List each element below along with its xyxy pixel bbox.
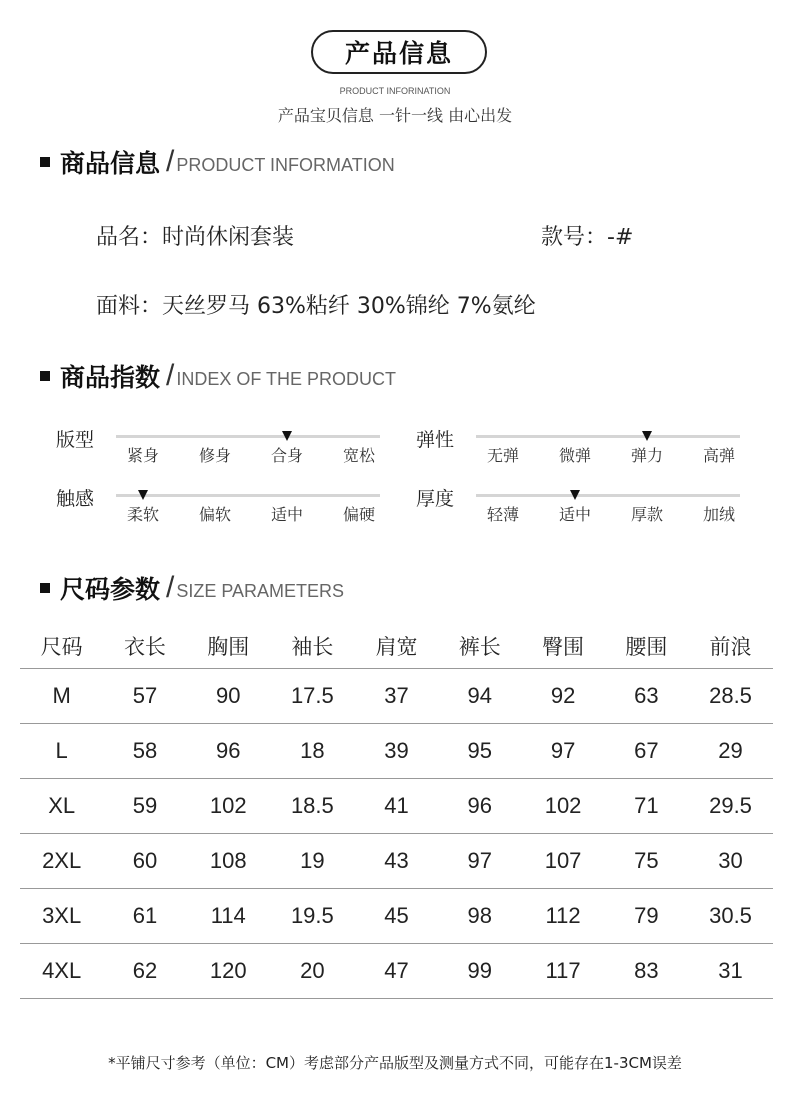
size-table-cell: 75: [605, 833, 688, 888]
size-table-cell: 20: [270, 943, 355, 998]
size-table-cell: 83: [605, 943, 688, 998]
size-table-cell: 59: [103, 778, 186, 833]
size-table-cell: L: [20, 723, 103, 778]
index-scale-track: [116, 494, 380, 497]
size-table-cell: 58: [103, 723, 186, 778]
table-row: [20, 778, 773, 833]
table-row: [20, 943, 773, 998]
index-option-label: 偏软: [198, 505, 231, 524]
square-bullet-icon: [40, 583, 50, 593]
section-title-slash: /: [166, 571, 175, 604]
index-option-label: 加绒: [702, 505, 735, 524]
size-table-cell: 29: [688, 723, 773, 778]
product-name-row: [96, 220, 294, 251]
size-table-cell: 28.5: [688, 668, 773, 723]
page-title-badge: [311, 30, 487, 74]
index-option-label: 轻薄: [486, 505, 519, 524]
size-table-cell: 30: [688, 833, 773, 888]
size-table-cell: 112: [521, 888, 604, 943]
size-table-header-cell: 尺码: [20, 624, 103, 668]
product-style-row: [541, 220, 633, 251]
size-table-header-cell: 臀围: [521, 624, 604, 668]
index-title: 厚度: [416, 488, 455, 510]
product-fabric-value: 天丝罗马 63%粘纤 30%锦纶 7%氨纶: [162, 294, 536, 319]
size-table-cell: 18.5: [270, 778, 355, 833]
index-option-label: 紧身: [126, 446, 159, 465]
index-title: 版型: [56, 429, 95, 451]
size-table-cell: XL: [20, 778, 103, 833]
section-title-en: PRODUCT INFORMATION: [176, 154, 395, 175]
index-scale-track: [476, 435, 740, 438]
size-table-cell: 67: [605, 723, 688, 778]
index-option-label: 偏硬: [342, 505, 375, 524]
index-option-label: 合身: [270, 446, 303, 465]
section-title-cn: 商品指数: [60, 363, 161, 392]
size-table-header-cell: 腰围: [605, 624, 688, 668]
section-title-en: SIZE PARAMETERS: [176, 580, 345, 601]
size-table-cell: 102: [521, 778, 604, 833]
product-fabric-label: 面料：: [96, 294, 163, 319]
section-title-slash: /: [166, 145, 175, 178]
index-selected-marker-icon: [282, 431, 292, 441]
index-title: 弹性: [416, 429, 455, 451]
size-table-cell: 96: [187, 723, 270, 778]
size-table-header-cell: 袖长: [270, 624, 355, 668]
table-row: [20, 888, 773, 943]
page-slogan: 产品宝贝信息 一针一线 由心出发: [277, 106, 513, 125]
size-table-cell: 39: [355, 723, 438, 778]
table-row: [20, 723, 773, 778]
section-title-cn: 尺码参数: [60, 575, 161, 604]
index-option-label: 高弹: [702, 446, 735, 465]
size-table-cell: 97: [521, 723, 604, 778]
size-table-header-cell: 胸围: [187, 624, 270, 668]
size-table-cell: 63: [605, 668, 688, 723]
size-table-cell: 3XL: [20, 888, 103, 943]
size-table-cell: 117: [521, 943, 604, 998]
size-table-header-cell: 裤长: [438, 624, 521, 668]
index-scale-track: [476, 494, 740, 497]
page-subtitle-en: PRODUCT INFORINATION: [339, 86, 451, 96]
size-table-cell: 30.5: [688, 888, 773, 943]
size-table-header-cell: 衣长: [103, 624, 186, 668]
size-table-cell: 2XL: [20, 833, 103, 888]
size-table-cell: 71: [605, 778, 688, 833]
size-table-cell: 102: [187, 778, 270, 833]
size-table-cell: 18: [270, 723, 355, 778]
index-option-label: 修身: [198, 446, 231, 465]
size-table-cell: 92: [521, 668, 604, 723]
index-option-label: 弹力: [630, 446, 663, 465]
size-table-header-row: [20, 624, 773, 668]
index-title: 触感: [56, 488, 95, 510]
size-table-cell: 45: [355, 888, 438, 943]
index-option-label: 无弹: [486, 446, 519, 465]
size-table-cell: 97: [438, 833, 521, 888]
size-table-cell: M: [20, 668, 103, 723]
size-table-cell: 41: [355, 778, 438, 833]
size-table-cell: 19.5: [270, 888, 355, 943]
index-option-label: 适中: [558, 505, 591, 524]
size-table-cell: 4XL: [20, 943, 103, 998]
size-table-cell: 120: [187, 943, 270, 998]
size-table: [20, 624, 773, 999]
size-table-cell: 31: [688, 943, 773, 998]
size-table-header-cell: 前浪: [688, 624, 773, 668]
page-title: 产品信息: [344, 39, 453, 68]
index-selected-marker-icon: [642, 431, 652, 441]
index-option-label: 适中: [270, 505, 303, 524]
square-bullet-icon: [40, 157, 50, 167]
size-table-cell: 43: [355, 833, 438, 888]
index-selected-marker-icon: [138, 490, 148, 500]
index-option-label: 宽松: [342, 446, 375, 465]
index-option-label: 柔软: [126, 505, 159, 524]
section-title-slash: /: [166, 359, 175, 392]
section-title-cn: 商品信息: [60, 149, 161, 178]
size-table-cell: 114: [187, 888, 270, 943]
section-title-en: INDEX OF THE PRODUCT: [176, 368, 397, 389]
size-table-cell: 17.5: [270, 668, 355, 723]
size-table-cell: 108: [187, 833, 270, 888]
size-table-cell: 57: [103, 668, 186, 723]
product-style-value: -#: [607, 225, 634, 250]
size-table-cell: 29.5: [688, 778, 773, 833]
index-scale-track: [116, 435, 380, 438]
product-name-label: 品名：: [96, 225, 163, 250]
size-table-header-cell: 肩宽: [355, 624, 438, 668]
size-table-cell: 19: [270, 833, 355, 888]
size-table-cell: 60: [103, 833, 186, 888]
size-table-cell: 47: [355, 943, 438, 998]
size-table-cell: 95: [438, 723, 521, 778]
table-row: [20, 668, 773, 723]
section-heading-size: [40, 568, 344, 608]
index-option-label: 厚款: [630, 505, 663, 524]
size-table-cell: 37: [355, 668, 438, 723]
section-heading-info: [40, 142, 395, 182]
square-bullet-icon: [40, 371, 50, 381]
size-table-cell: 62: [103, 943, 186, 998]
size-table-cell: 107: [521, 833, 604, 888]
product-fabric-row: [96, 289, 536, 320]
size-table-cell: 94: [438, 668, 521, 723]
size-table-cell: 90: [187, 668, 270, 723]
size-table-cell: 61: [103, 888, 186, 943]
size-table-cell: 96: [438, 778, 521, 833]
section-heading-index: [40, 356, 396, 396]
size-footnote: *平铺尺寸参考（单位：CM）考虑部分产品版型及测量方式不同，可能存在1-3CM误差: [108, 1054, 682, 1072]
size-table-body: [20, 668, 773, 998]
product-name-value: 时尚休闲套装: [162, 225, 295, 250]
index-option-label: 微弹: [558, 446, 591, 465]
size-table-cell: 99: [438, 943, 521, 998]
size-table-cell: 79: [605, 888, 688, 943]
index-selected-marker-icon: [570, 490, 580, 500]
size-table-cell: 98: [438, 888, 521, 943]
table-row: [20, 833, 773, 888]
product-style-label: 款号：: [541, 225, 608, 250]
